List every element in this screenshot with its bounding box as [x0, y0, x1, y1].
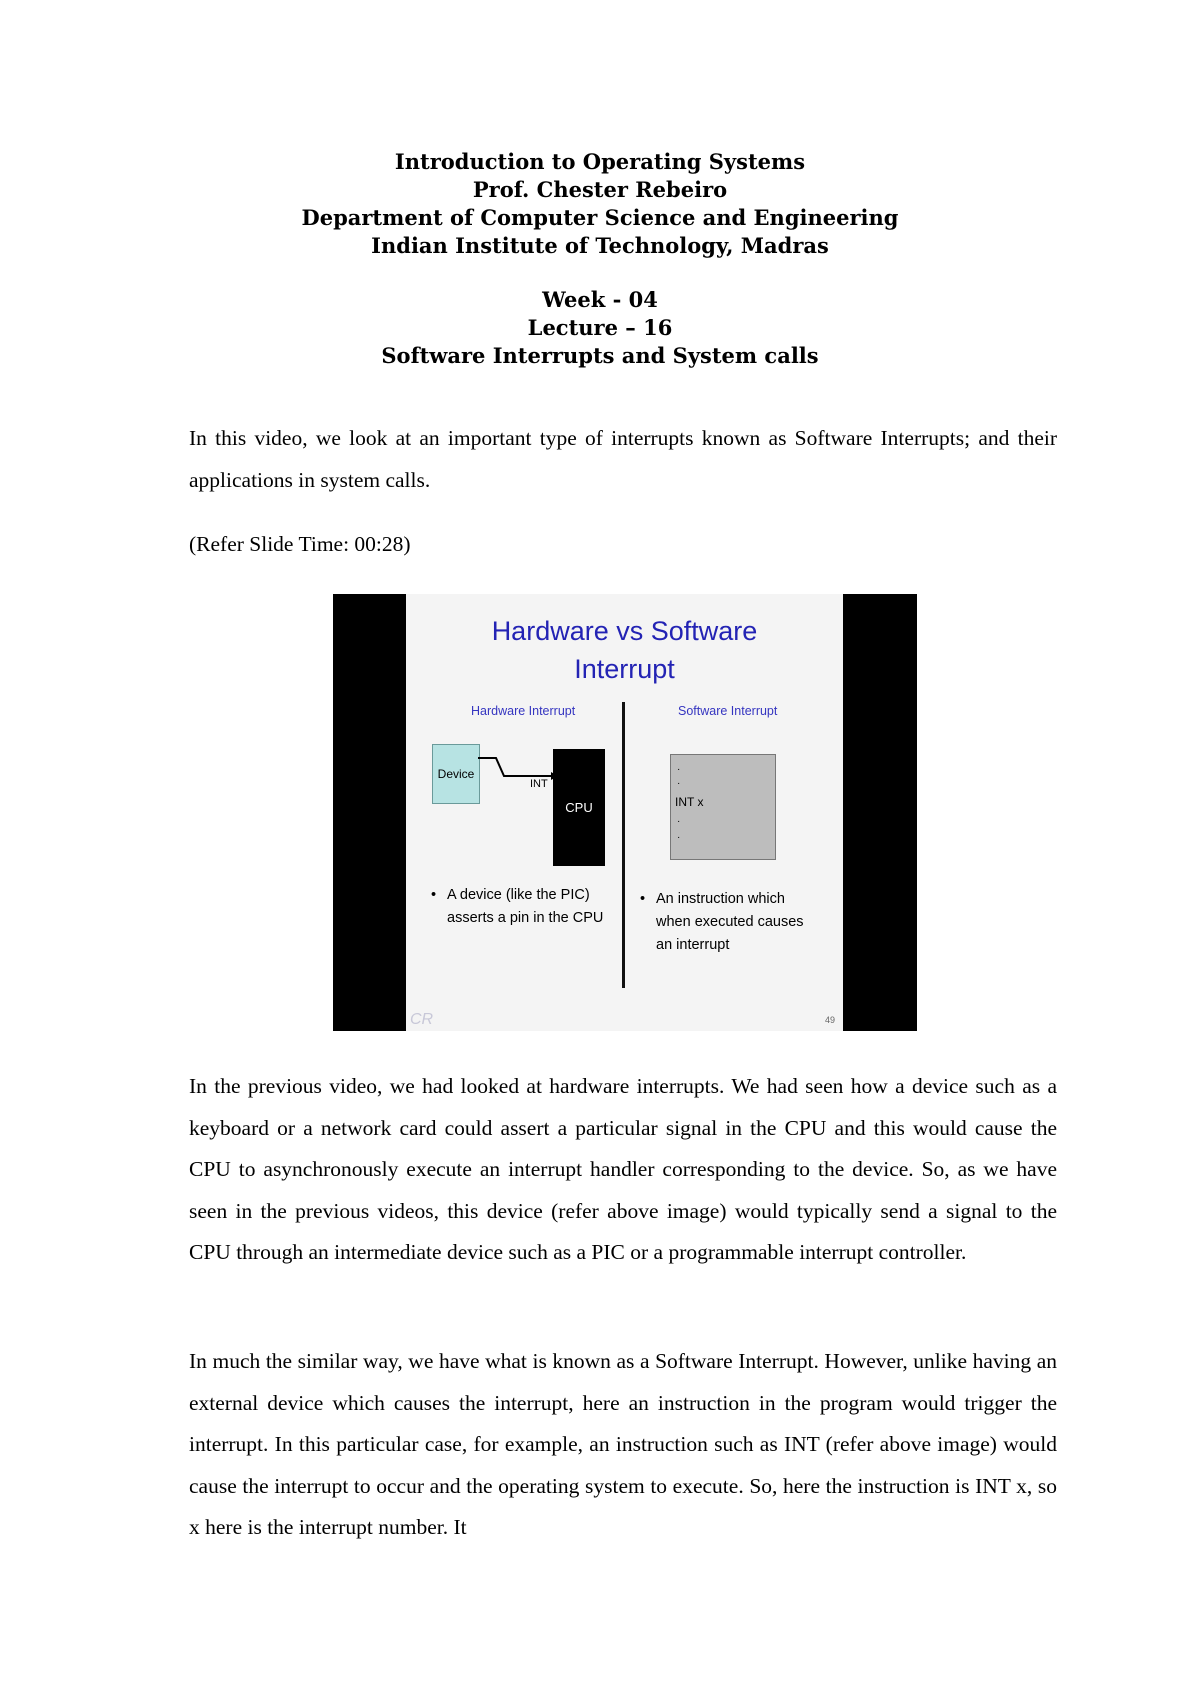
int-x-instruction: INT x	[675, 795, 704, 809]
intro-paragraph: In this video, we look at an important type of interrupts known as Software Interrupts; and their applications in system calls.	[189, 426, 1057, 492]
refer-slide-time: (Refer Slide Time: 00:28)	[189, 532, 411, 556]
body-paragraph-1: In the previous video, we had looked at hardware interrupts. We had seen how a device such as a keyboard or a network card could assert a particular signal in the CPU and this would cause the CPU to asynchronously execute an interrupt handler corresponding to the device. So, as we have seen in the previous videos, this device (refer above image) would typically send a signal to the CPU through an intermediate device such as a PIC or a programmable interrupt controller.	[189, 1074, 1057, 1264]
slide-image	[333, 594, 917, 1031]
body-paragraph-2: In much the similar way, we have what is known as a Software Interrupt. However, unlike having an external device which causes the interrupt, here an instruction in the program would trigger the interrupt. In this particular case, for example, an instruction such as INT (refer above image) would cause the interrupt to occur and the operating system to execute. So, here the instruction is INT x, so x here is the interrupt number. It	[189, 1349, 1057, 1539]
hardware-bullet-line2: asserts a pin in the CPU	[447, 910, 604, 926]
slide-page-number: 49	[824, 1015, 835, 1025]
software-bullet: • An instruction which when executed causes an interrupt	[656, 888, 804, 957]
software-bullet-line1: An instruction which	[656, 891, 785, 907]
slide-title-line1: Hardware vs Software	[491, 616, 758, 646]
slide	[406, 594, 843, 1031]
int-pin-label: INT	[530, 778, 548, 790]
slide-watermark: CR	[410, 1011, 434, 1028]
software-bullet-line2: when executed causes	[656, 914, 804, 930]
professor-name: Prof. Chester Rebeiro	[472, 177, 728, 202]
institute-name: Indian Institute of Technology, Madras	[371, 233, 829, 258]
hardware-bullet-line1: A device (like the PIC)	[447, 887, 590, 903]
signal-wire	[406, 594, 843, 1031]
lecture-label: Lecture – 16	[527, 315, 673, 340]
hardware-bullet: • A device (like the PIC) asserts a pin in the CPU	[447, 884, 603, 930]
software-bullet-line3: an interrupt	[656, 937, 730, 953]
lecture-topic: Software Interrupts and System calls	[381, 343, 819, 368]
week-label: Week - 04	[542, 287, 658, 312]
course-title: Introduction to Operating Systems	[394, 149, 806, 174]
software-interrupt-heading: Software Interrupt	[678, 704, 778, 718]
department-name: Department of Computer Science and Engineering	[301, 205, 899, 230]
program-box: · · INT x · ·	[670, 754, 776, 860]
cpu-box: CPU	[553, 749, 605, 866]
hardware-interrupt-heading: Hardware Interrupt	[471, 704, 576, 718]
device-box: Device	[432, 744, 480, 804]
slide-title-line2: Interrupt	[574, 654, 675, 684]
document-header	[0, 148, 1200, 370]
